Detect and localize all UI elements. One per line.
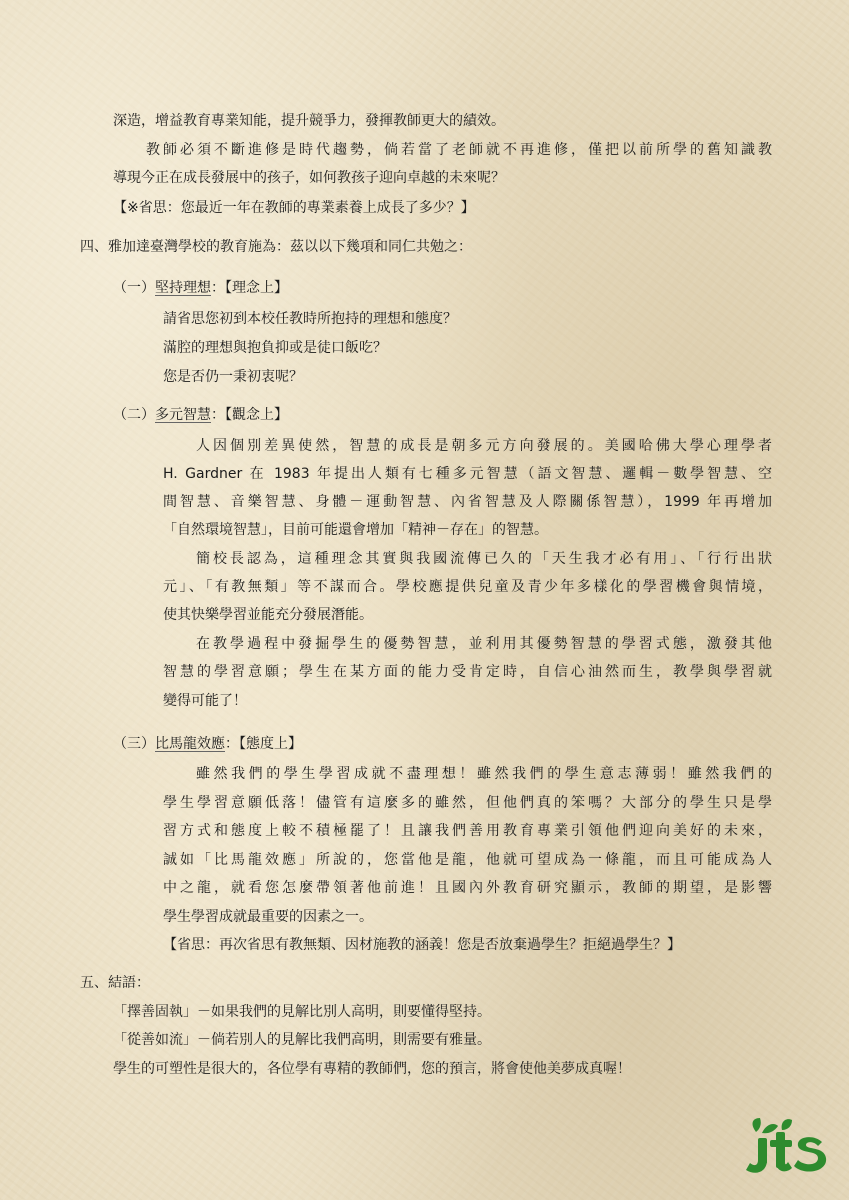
intro-line: 深造，增益教育專業知能，提升競爭力，發揮教師更大的績效。	[113, 113, 505, 129]
paragraph-line: 導現今正在成長發展中的孩子，如何教孩子迎向卓越的未來呢？	[113, 170, 505, 186]
conclusion-line: 「從善如流」－倘若別人的見解比我們高明，則需要有雅量。	[113, 1032, 491, 1048]
paragraph-line: 習方式和態度上較不積極罷了！且讓我們善用教育專業引領他們迎向美好的未來，	[163, 823, 772, 839]
paragraph-line: H. Gardner 在 1983 年提出人類有七種多元智慧（語文智慧、邏輯－數學智慧、空	[163, 466, 772, 482]
subsection-number: （二）	[113, 407, 155, 423]
conclusion-line: 學生的可塑性是很大的，各位學有專精的教師們，您的預言，將會使他美夢成真喔！	[113, 1061, 631, 1077]
paragraph-line: 學生學習意願低落！儘管有這麼多的雖然，但他們真的笨嗎？大部分的學生只是學	[163, 795, 772, 811]
reflection-note: 【※省思：您最近一年在教師的專業素養上成長了多少？】	[113, 200, 475, 216]
paragraph-line: 誠如「比馬龍效應」所說的，您當他是龍，他就可望成為一條龍，而且可能成為人	[163, 852, 772, 868]
paragraph-line: 元」、「有教無類」等不謀而合。學校應提供兒童及青少年多樣化的學習機會與情境，	[163, 579, 772, 595]
jts-logo	[742, 1116, 828, 1178]
paragraph-line: 智慧的學習意願；學生在某方面的能力受肯定時，自信心油然而生，教學與學習就	[163, 664, 772, 680]
subsection-number: （一）	[113, 280, 155, 296]
subsection-tag: ：【觀念上】	[211, 407, 288, 423]
subsection-number: （三）	[113, 736, 155, 752]
paragraph-line: 學生學習成就最重要的因素之一。	[163, 909, 373, 925]
subsection-tag: ：【態度上】	[225, 736, 302, 752]
section-heading: 五、結語：	[80, 975, 150, 991]
section-heading: 四、雅加達臺灣學校的教育施為：茲以以下幾項和同仁共勉之：	[80, 239, 472, 255]
paragraph-line: 變得可能了！	[163, 693, 247, 709]
paragraph-line: 間智慧、音樂智慧、身體－運動智慧、內省智慧及人際關係智慧），1999 年再增加	[163, 494, 772, 510]
paragraph-line: 人因個別差異使然，智慧的成長是朝多元方向發展的。美國哈佛大學心理學者	[196, 438, 772, 454]
paragraph-line: 在教學過程中發掘學生的優勢智慧，並利用其優勢智慧的學習式態，激發其他	[196, 636, 772, 652]
subsection-heading	[113, 278, 288, 300]
list-item: 請省思您初到本校任教時所抱持的理想和態度？	[163, 311, 457, 327]
subsection-heading	[113, 734, 302, 756]
subsection-tag: ：【理念上】	[211, 280, 288, 296]
paragraph-line: 雖然我們的學生學習成就不盡理想！雖然我們的學生意志薄弱！雖然我們的	[196, 766, 772, 782]
subsection-heading	[113, 405, 288, 427]
jts-logo-icon	[742, 1116, 828, 1178]
subsection-title: 多元智慧	[155, 407, 211, 423]
paragraph-line: 「自然環境智慧」，目前可能還會增加「精神－存在」的智慧。	[163, 522, 548, 538]
paragraph-line: 中之龍，就看您怎麼帶領著他前進！且國內外教育研究顯示，教師的期望，是影響	[163, 880, 772, 896]
subsection-title: 堅持理想	[155, 280, 211, 296]
subsection-title: 比馬龍效應	[155, 736, 225, 752]
paragraph-line: 教師必須不斷進修是時代趨勢，倘若當了老師就不再進修，僅把以前所學的舊知識教	[146, 142, 772, 158]
paragraph-line: 簡校長認為，這種理念其實與我國流傳已久的「天生我才必有用」、「行行出狀	[196, 551, 772, 567]
conclusion-line: 「擇善固執」－如果我們的見解比別人高明，則要懂得堅持。	[113, 1004, 491, 1020]
reflection-note: 【省思：再次省思有教無類、因材施教的涵義！您是否放棄過學生？拒絕過學生？】	[163, 937, 681, 953]
paragraph-line: 使其快樂學習並能充分發展潛能。	[163, 607, 373, 623]
list-item: 滿腔的理想與抱負抑或是徒口飯吃？	[163, 340, 387, 356]
list-item: 您是否仍一秉初衷呢？	[163, 369, 303, 385]
